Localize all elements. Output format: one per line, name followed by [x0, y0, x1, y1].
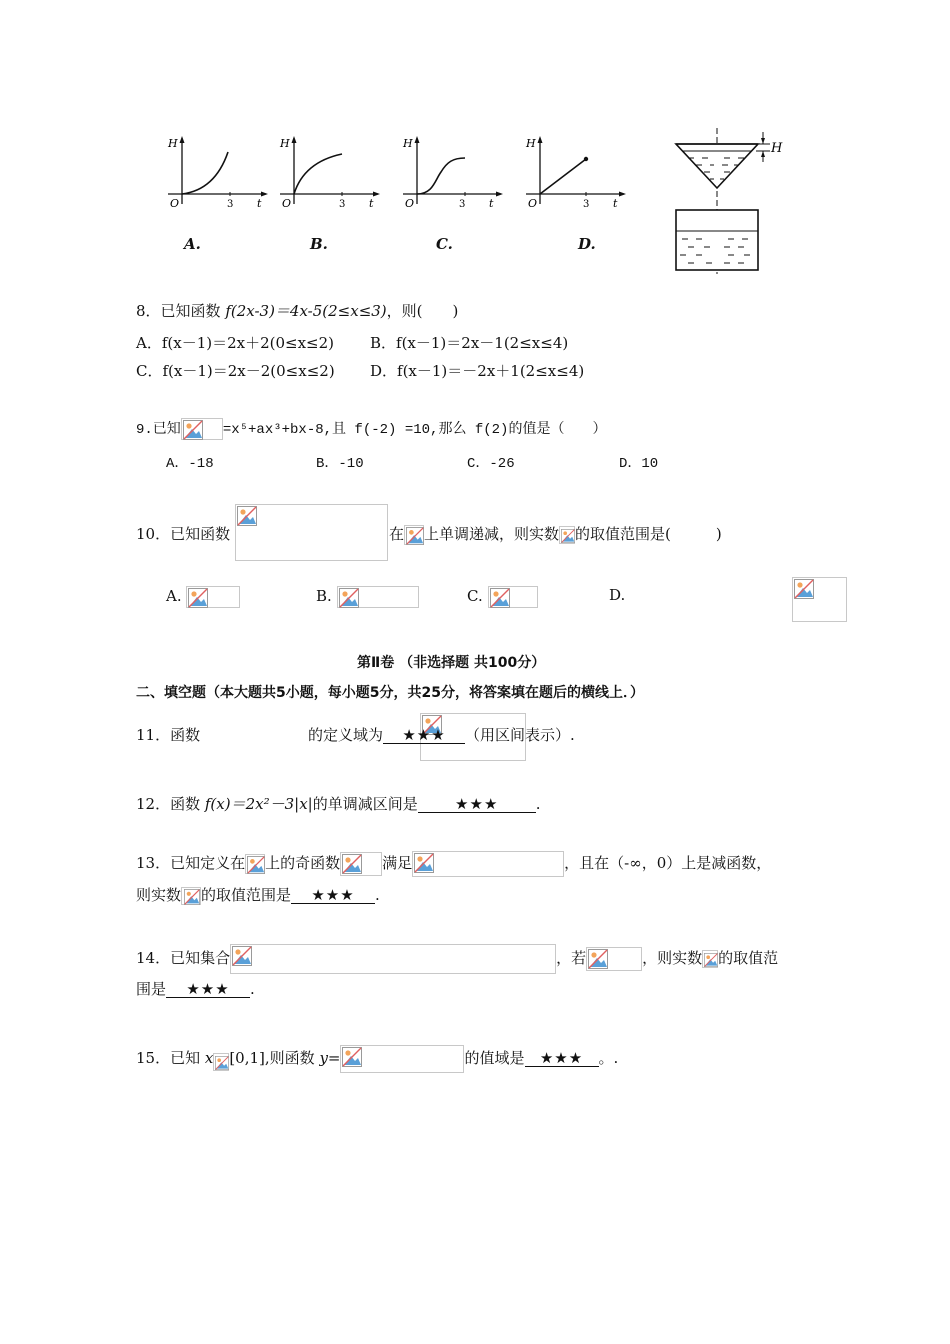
broken-image-icon — [181, 887, 201, 905]
tick-label: 3 — [339, 199, 346, 210]
q10-option-d-label: D. — [609, 586, 626, 604]
q9-option-a: A．-18 — [166, 456, 214, 472]
q8-option-a: A．f(x－1)＝2x＋2(0≤x≤2) — [136, 334, 335, 352]
broken-image-icon — [340, 1045, 464, 1073]
axis-t-label: t — [257, 197, 262, 210]
q8-option-b: B．f(x－1)＝2x－1(2≤x≤4) — [370, 334, 569, 352]
q9-option-c: C．-26 — [467, 456, 515, 472]
q14-stem: 14．已知集合 ，若 ，则实数 的取值范 — [136, 944, 778, 974]
q11-prefix: 11．函数 — [136, 726, 201, 744]
graph-option-a — [160, 132, 270, 212]
origin-label: O — [282, 197, 292, 210]
origin-label: O — [405, 197, 415, 210]
broken-image-icon — [559, 526, 575, 544]
option-formula-image — [792, 577, 847, 622]
tick-label: 3 — [227, 199, 234, 210]
q10-stem-label: 10．已知函数 — [136, 525, 231, 543]
q9-option-b: B．-10 — [316, 456, 364, 472]
graph-label-c: C. — [436, 235, 453, 253]
q12-stem: 12．函数 f(x)＝2x²－3|x|的单调减区间是 ★★★ . — [136, 795, 541, 813]
q11-rest: 的定义域为 ★★★ （用区间表示）. — [308, 726, 575, 744]
axis-h-label: H — [280, 137, 290, 150]
q8-option-c: C．f(x－1)＝2x－2(0≤x≤2) — [136, 362, 335, 380]
broken-image-icon — [586, 947, 642, 971]
axis-t-label: t — [369, 197, 374, 210]
option-formula-image — [488, 586, 538, 608]
q13-line2: 则实数 的取值范围是 ★★★ . — [136, 886, 380, 904]
q13-stem: 13．已知定义在 上的奇函数 满足 ，且在（-∞，0）上是减函数， — [136, 851, 771, 877]
tick-label: 3 — [459, 199, 466, 210]
option-formula-image — [186, 586, 240, 608]
graph-label-a: A. — [184, 235, 201, 253]
section2-heading: 二、填空题（本大题共5小题，每小题5分，共25分，将答案填在题后的横线上．） — [136, 685, 644, 701]
q8-option-d: D．f(x－1)＝－2x＋1(2≤x≤4) — [370, 362, 585, 380]
answer-blank: ★★★ — [383, 727, 465, 744]
broken-image-icon — [245, 854, 265, 874]
broken-image-icon — [412, 851, 564, 877]
option-formula-image — [337, 586, 419, 608]
graph-label-d: D. — [578, 235, 596, 253]
q9-stem: 9.已知 =x⁵+ax³+bx-8,且 f(-2) =10,那么 f(2)的值是（ ） — [136, 418, 606, 440]
q14-line2: 围是 ★★★ . — [136, 980, 255, 998]
answer-blank: ★★★ — [166, 981, 250, 998]
axis-h-label: H — [526, 137, 536, 150]
answer-blank: ★★★ — [525, 1050, 599, 1067]
answer-blank: ★★★ — [291, 887, 375, 904]
q10-option-a: A. — [166, 586, 240, 608]
broken-image-icon — [230, 944, 556, 974]
answer-blank: ★★★ — [418, 796, 536, 813]
q10-option-c: C. — [467, 586, 538, 608]
origin-label: O — [170, 197, 180, 210]
graph-label-b: B. — [310, 235, 328, 253]
axis-t-label: t — [489, 197, 494, 210]
tick-label: 3 — [583, 199, 590, 210]
q8-stem: 8．已知函数 f(2x-3)＝4x-5(2≤x≤3)，则( ) — [136, 302, 459, 320]
graph-option-b — [272, 132, 382, 212]
broken-image-icon — [340, 852, 382, 876]
q15-stem: 15．已知 x [0,1],则函数 y= 的值域是 ★★★ 。. — [136, 1045, 618, 1073]
broken-image-icon — [702, 950, 718, 968]
funnel-h-label: H — [771, 141, 783, 156]
axis-h-label: H — [168, 137, 178, 150]
q10-formula-image — [235, 504, 388, 561]
origin-label: O — [528, 197, 538, 210]
q9-option-d: D．10 — [619, 456, 659, 472]
section2-title: 第Ⅱ卷 （非选择题 共100分） — [357, 655, 546, 671]
broken-image-icon — [213, 1053, 229, 1071]
axis-h-label: H — [403, 137, 413, 150]
funnel-container-diagram — [666, 126, 796, 276]
axis-t-label: t — [613, 197, 618, 210]
q10-option-b: B. — [316, 586, 419, 608]
broken-image-icon — [181, 418, 223, 440]
graph-option-d — [518, 132, 628, 212]
broken-image-icon — [404, 525, 424, 545]
q10-stem-rest: 在 上单调递减，则实数 的取值范围是( ) — [389, 525, 722, 543]
graph-option-c — [395, 132, 505, 212]
